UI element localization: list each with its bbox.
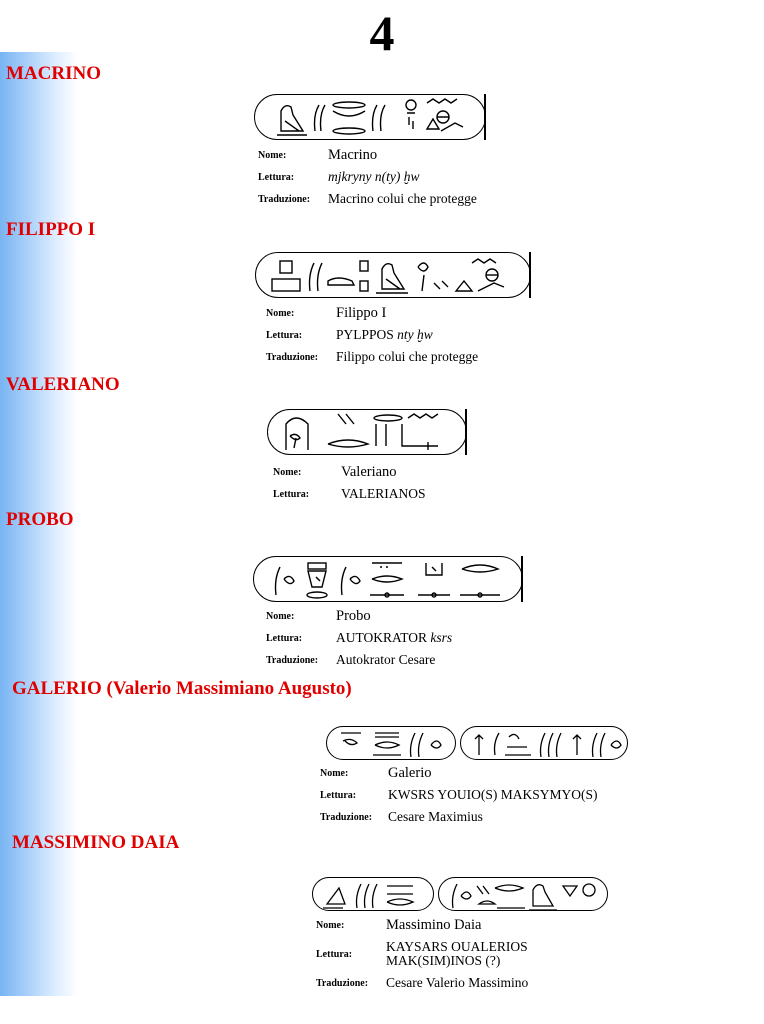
reading-label: Lettura: [320,789,357,801]
name-value: Probo [336,608,371,624]
translation-value: Autokrator Cesare [336,652,436,667]
reading-value: KAYSARS OUALERIOS MAK(SIM)INOS (?) [386,939,528,968]
translation-value: Cesare Maximius [388,809,483,824]
section-title-filippo: FILIPPO I [6,219,96,240]
name-label: Nome: [266,307,295,319]
cartouche-galerio-2 [460,726,628,760]
name-label: Nome: [316,919,345,931]
reading-label: Lettura: [316,948,353,960]
name-label: Nome: [266,610,295,622]
reading-label: Lettura: [266,632,303,644]
reading-value: mjkryny n(ty) ḫw [328,169,420,184]
cartouche-filippo [255,252,531,298]
reading-label: Lettura: [273,488,310,500]
info-table-macrino [258,144,477,210]
translation-label: Traduzione: [320,811,373,823]
reading-value-italic: nty ḫw [397,327,433,342]
cartouche-end-bar [529,252,531,298]
reading-label: Lettura: [266,329,303,341]
cartouche-end-bar [521,556,523,602]
translation-value: Cesare Valerio Massimino [386,975,529,990]
cartouche-galerio-1 [326,726,456,760]
cartouche-massimino-1 [312,877,434,911]
info-table-massimino [316,914,556,994]
translation-value: Macrino colui che protegge [328,191,477,206]
name-value: Valeriano [341,464,397,480]
cartouche-end-bar [465,409,467,455]
name-label: Nome: [258,149,287,161]
reading-value-plain: PYLPPOS [336,327,394,342]
name-value: Massimino Daia [386,917,482,933]
cartouche-macrino [254,94,486,140]
cartouche-massimino-2 [438,877,608,911]
reading-value-italic: ksrs [430,630,453,645]
info-table-galerio [320,762,598,828]
name-value: Galerio [388,765,432,781]
translation-label: Traduzione: [316,977,369,989]
cartouche-valeriano [267,409,467,455]
translation-value: Filippo colui che protegge [336,349,479,364]
name-value: Macrino [328,147,378,163]
reading-value: KWSRS YOUIO(S) MAKSYMYO(S) [388,787,598,802]
cartouche-end-bar [484,94,486,140]
translation-label: Traduzione: [258,193,311,205]
info-table-valeriano [273,461,426,505]
section-title-galerio: GALERIO (Valerio Massimiano Augusto) [12,678,352,699]
section-title-valeriano: VALERIANO [6,374,120,395]
section-title-macrino: MACRINO [6,63,101,84]
page-number: 4 [369,5,395,61]
info-table-probo [266,605,452,671]
name-label: Nome: [320,767,349,779]
reading-value-plain: AUTOKRATOR [336,630,428,645]
reading-value: VALERIANOS [341,486,426,501]
translation-label: Traduzione: [266,351,319,363]
translation-label: Traduzione: [266,654,319,666]
info-table-filippo [266,302,478,368]
cartouche-probo [253,556,523,602]
reading-label: Lettura: [258,171,295,183]
name-label: Nome: [273,466,302,478]
section-title-probo: PROBO [6,509,74,530]
section-title-massimino: MASSIMINO DAIA [12,832,180,853]
name-value: Filippo I [336,305,387,321]
